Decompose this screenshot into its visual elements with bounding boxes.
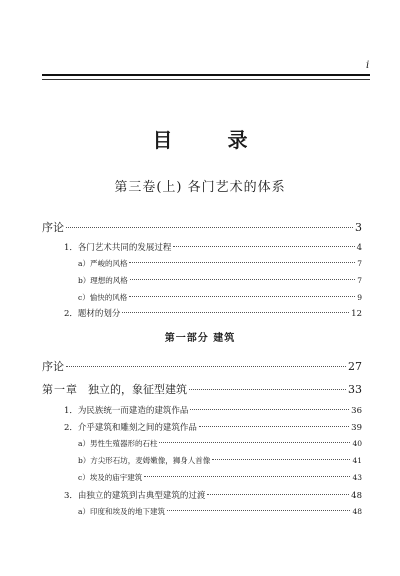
toc-entry-label: c）埃及的庙宇建筑 (78, 473, 143, 482)
volume-title: 第三卷(上) 各门艺术的体系 (114, 180, 286, 195)
toc-entry[interactable] (64, 489, 362, 501)
toc-leader (189, 389, 346, 390)
toc-entry[interactable] (78, 506, 362, 517)
toc-page-number: 33 (348, 383, 362, 396)
toc-entry[interactable] (78, 455, 362, 466)
toc-entry-label: a）印度和埃及的地下建筑 (78, 507, 165, 516)
toc-leader (207, 494, 349, 495)
toc-leader (199, 426, 349, 427)
toc-page-number: 40 (352, 439, 362, 448)
toc-page-number: 3 (355, 221, 362, 234)
toc-page-number: 41 (352, 456, 362, 465)
toc-chapter-number: 第一章 (42, 383, 78, 396)
toc-leader (66, 366, 346, 367)
toc-chapter-entry[interactable] (42, 381, 362, 397)
toc-page-number: 48 (351, 491, 362, 501)
toc-entry[interactable] (78, 438, 362, 449)
toc-entry-label: 3．由独立的建筑到古典型建筑的过渡 (64, 491, 206, 501)
toc-entry[interactable] (78, 472, 362, 483)
toc-entry-label: a）严峻的风格 (78, 259, 128, 268)
toc-entry-label: 1．各门艺术共同的发展过程 (64, 243, 172, 253)
toc-leader (167, 510, 350, 511)
toc-page-number: 48 (352, 507, 362, 516)
page-title: 目 录 (152, 128, 272, 152)
toc-entry[interactable] (64, 404, 362, 416)
toc-entry-label: a）男性生殖器形的石柱 (78, 439, 158, 448)
toc-page-number: 36 (351, 406, 362, 416)
toc-page-number: 4 (356, 243, 362, 253)
toc-page-number: 43 (352, 473, 362, 482)
toc-page-number: 27 (348, 360, 362, 373)
part-title: 第一部分 建筑 (164, 333, 236, 344)
page-number: i (366, 60, 370, 71)
toc-page-number: 7 (357, 259, 362, 268)
toc-leader (144, 476, 350, 477)
toc-page-number: 7 (357, 276, 362, 285)
toc-entry-label: 独立的，象征型建筑 (88, 383, 187, 396)
toc-entry-label: b）理想的风格 (78, 276, 128, 285)
toc-entry-label: 2．介乎建筑和雕刻之间的建筑作品 (64, 423, 197, 433)
toc-entry[interactable] (42, 358, 362, 374)
toc-page-number: 9 (357, 293, 362, 302)
toc-entry-label: 2．题材的划分 (64, 309, 121, 319)
toc-entry[interactable] (64, 421, 362, 433)
toc-entry-label: 序论 (42, 221, 64, 234)
toc-entry-label: 序论 (42, 360, 64, 373)
toc-entry-label: 1．为民族统一而建造的建筑作品 (64, 406, 189, 416)
toc-page-number: 12 (351, 309, 362, 319)
toc-entry-label: b）方尖形石坊，麦姆嫩像，狮身人首像 (78, 456, 211, 465)
toc-page-number: 39 (351, 423, 362, 433)
toc-leader (212, 459, 350, 460)
toc-entry-label: c）愉快的风格 (78, 293, 128, 302)
toc-leader (159, 442, 350, 443)
toc-leader (190, 409, 349, 410)
